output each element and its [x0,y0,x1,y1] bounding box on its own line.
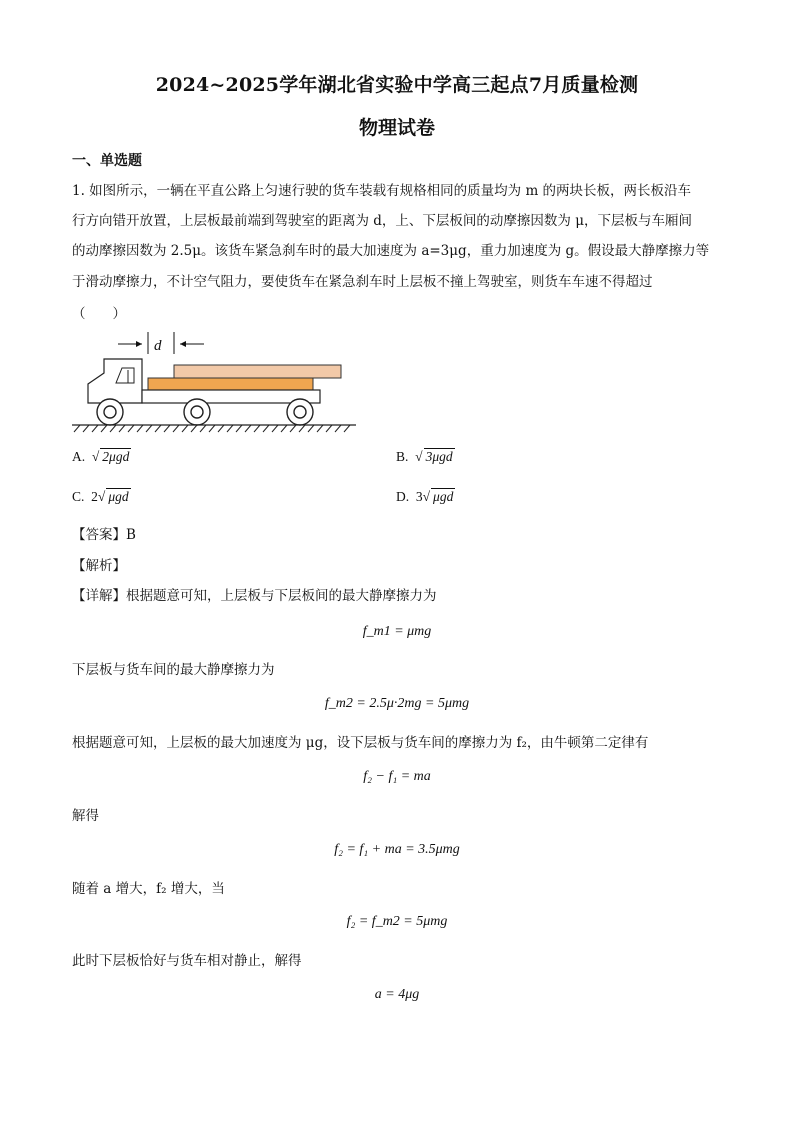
option-c-coef: 2 [91,489,98,504]
detail-line-6: 此时下层板恰好与货车相对静止，解得 [72,953,302,969]
equation-4: f₂ = f₁ + ma = 3.5μmg [334,842,460,857]
equation-3: f₂ − f₁ = ma [363,769,431,784]
option-a-radicand: 2μgd [102,449,130,464]
option-b-radicand: 3μgd [425,449,453,464]
option-c-radicand: μgd [108,489,129,504]
option-d-radicand: μgd [433,489,454,504]
exam-title: 2024~2025学年湖北省实验中学高三起点7月质量检测 [155,74,639,96]
equation-1: f_m1 = μmg [362,624,432,639]
detail-line-5: 随着 a 增大，f₂ 增大，当 [72,881,225,897]
option-d[interactable]: D. 3√ μgd [396,489,454,504]
option-b-letter: B. [396,449,409,464]
equation-2: f_m2 = 2.5μ·2mg = 5μmg [324,696,470,711]
option-d-coef: 3 [415,489,423,504]
detail-line-3: 根据题意可知，上层板的最大加速度为 μg，设下层板与货车间的摩擦力为 f₂，由牛顿第二定律有 [72,735,649,751]
option-b[interactable]: B. √ 3μgd [396,449,453,464]
question-bracket: （ ） [72,306,126,322]
detail-line-2: 下层板与货车间的最大静摩擦力为 [72,662,275,678]
option-d-letter: D. [396,489,410,504]
option-a-letter: A. [72,449,86,464]
equation-5: f₂ = f_m2 = 5μmg [346,914,448,929]
question-line-1: 1. 如图所示，一辆在平直公路上匀速行驶的货车装载有规格相同的质量均为 m 的两块长板，两长板沿车 [72,183,692,199]
wheel-middle [184,399,210,425]
wheel-front [97,399,123,425]
truck-figure [70,328,360,438]
question-line-2: 行方向错开放置，上层板最前端到驾驶室的距离为 d，上、下层板间的动摩擦因数为 μ，下层板与车厢间 [72,213,692,229]
detail-line-4: 解得 [72,808,99,824]
upper-board [174,365,341,378]
option-c[interactable]: C. 2√ μgd [72,489,129,504]
option-c-letter: C. [72,489,85,504]
equation-6: a = 4μg [374,987,420,1002]
exam-subtitle: 物理试卷 [358,117,435,139]
option-a[interactable]: A. √ 2μgd [72,449,130,464]
distance-d-label: d [154,338,162,354]
ground-line [72,425,356,432]
analysis-label: 【解析】 [72,558,126,574]
question-line-3: 的动摩擦因数为 2.5μ。该货车紧急刹车时的最大加速度为 a=3μg，重力加速度为 g。假设最大静摩擦力等 [72,243,710,259]
lower-board [148,378,313,390]
answer-label: 【答案】B [72,527,136,543]
section-heading: 一、单选题 [72,153,142,169]
detail-line-1: 【详解】根据题意可知，上层板与下层板间的最大静摩擦力为 [72,588,437,604]
question-line-4: 于滑动摩擦力，不计空气阻力，要使货车在紧急刹车时上层板不撞上驾驶室，则货车车速不得超过 [72,274,653,290]
wheel-rear [287,399,313,425]
